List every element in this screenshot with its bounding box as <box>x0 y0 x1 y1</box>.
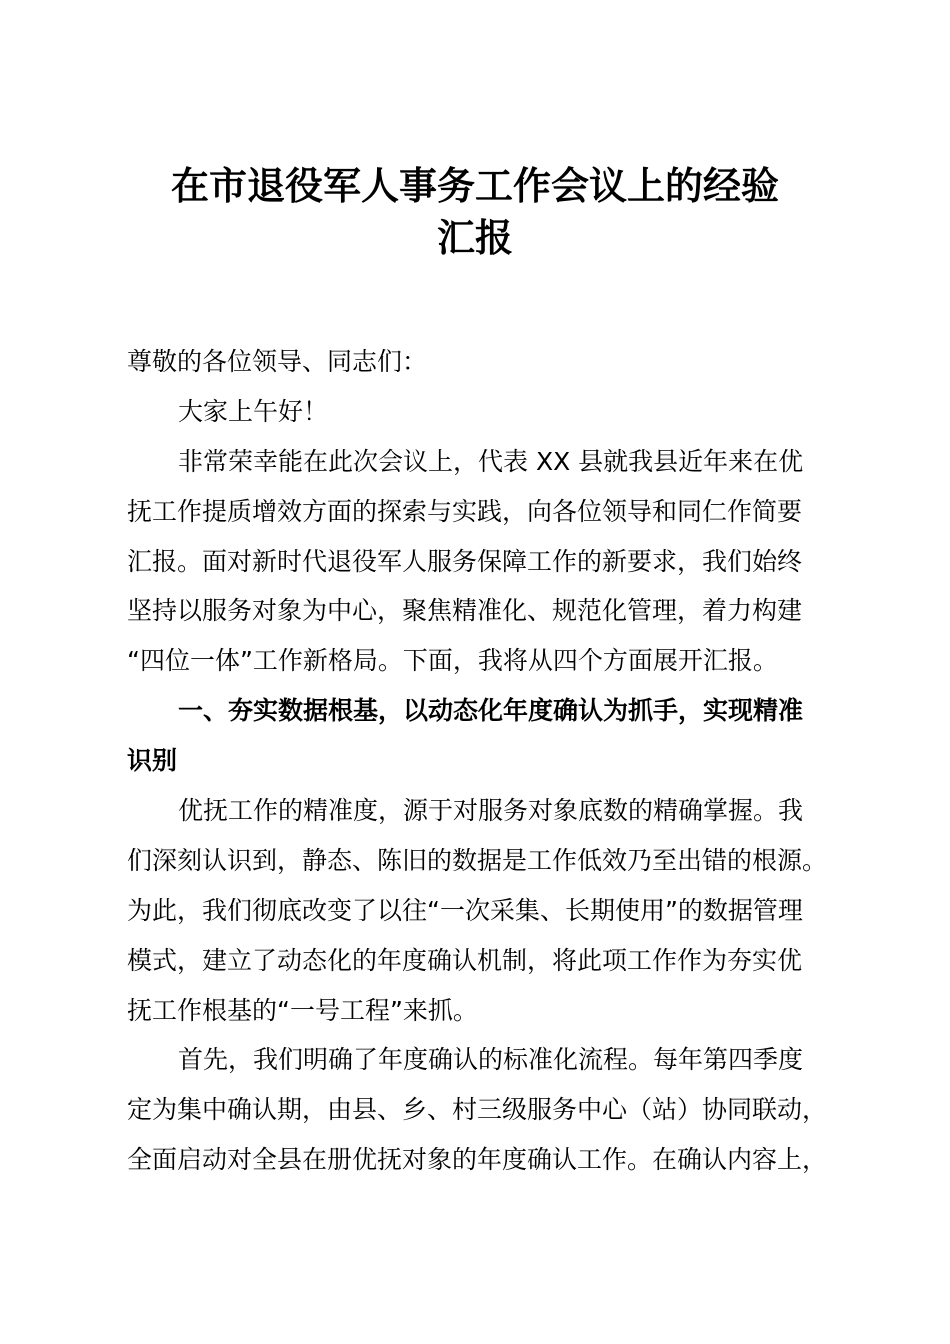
text-line: 为此，我们彻底改变了以往“一次采集、长期使用”的数据管理 <box>127 895 803 925</box>
text-line: 定为集中确认期，由县、乡、村三级服务中心（站）协同联动， <box>127 1095 828 1125</box>
paragraph-2 <box>127 786 847 1035</box>
text-line: 坚持以服务对象为中心，聚焦精准化、规范化管理，着力构建 <box>127 596 803 626</box>
greeting: 大家上午好！ <box>178 396 329 426</box>
paragraph-3 <box>127 1035 847 1185</box>
heading-line: 一、夯实数据根基，以动态化年度确认为抓手，实现精准 <box>178 696 804 726</box>
document-body <box>127 337 847 1185</box>
paragraph-intro <box>127 437 847 686</box>
salutation: 尊敬的各位领导、同志们： <box>127 347 428 376</box>
text-line: 首先，我们明确了年度确认的标准化流程。每年第四季度 <box>178 1045 804 1075</box>
heading-line: 识别 <box>127 746 178 776</box>
text-line: 非常荣幸能在此次会议上，代表 XX 县就我县近年来在优 <box>178 446 804 476</box>
text-line: 全面启动对全县在册优抚对象的年度确认工作。在确认内容上， <box>127 1145 828 1175</box>
text-line: 优抚工作的精准度，源于对服务对象底数的精确掌握。我 <box>178 796 804 826</box>
text-line: 模式，建立了动态化的年度确认机制，将此项工作作为夯实优 <box>127 945 803 975</box>
text-line: “四位一体”工作新格局。下面，我将从四个方面展开汇报。 <box>127 646 778 676</box>
section-heading-1 <box>127 686 847 786</box>
text-line: 抚工作根基的“一号工程”来抓。 <box>127 995 478 1025</box>
text-line: 汇报。面对新时代退役军人服务保障工作的新要求，我们始终 <box>127 546 803 576</box>
text-line: 抚工作提质增效方面的探索与实践，向各位领导和同仁作简要 <box>127 496 803 526</box>
text-line: 们深刻认识到，静态、陈旧的数据是工作低效乃至出错的根源。 <box>127 845 828 875</box>
document-title <box>0 160 950 264</box>
title-line: 汇报 <box>436 215 513 260</box>
title-line: 在市退役军人事务工作会议上的经验 <box>170 163 779 208</box>
